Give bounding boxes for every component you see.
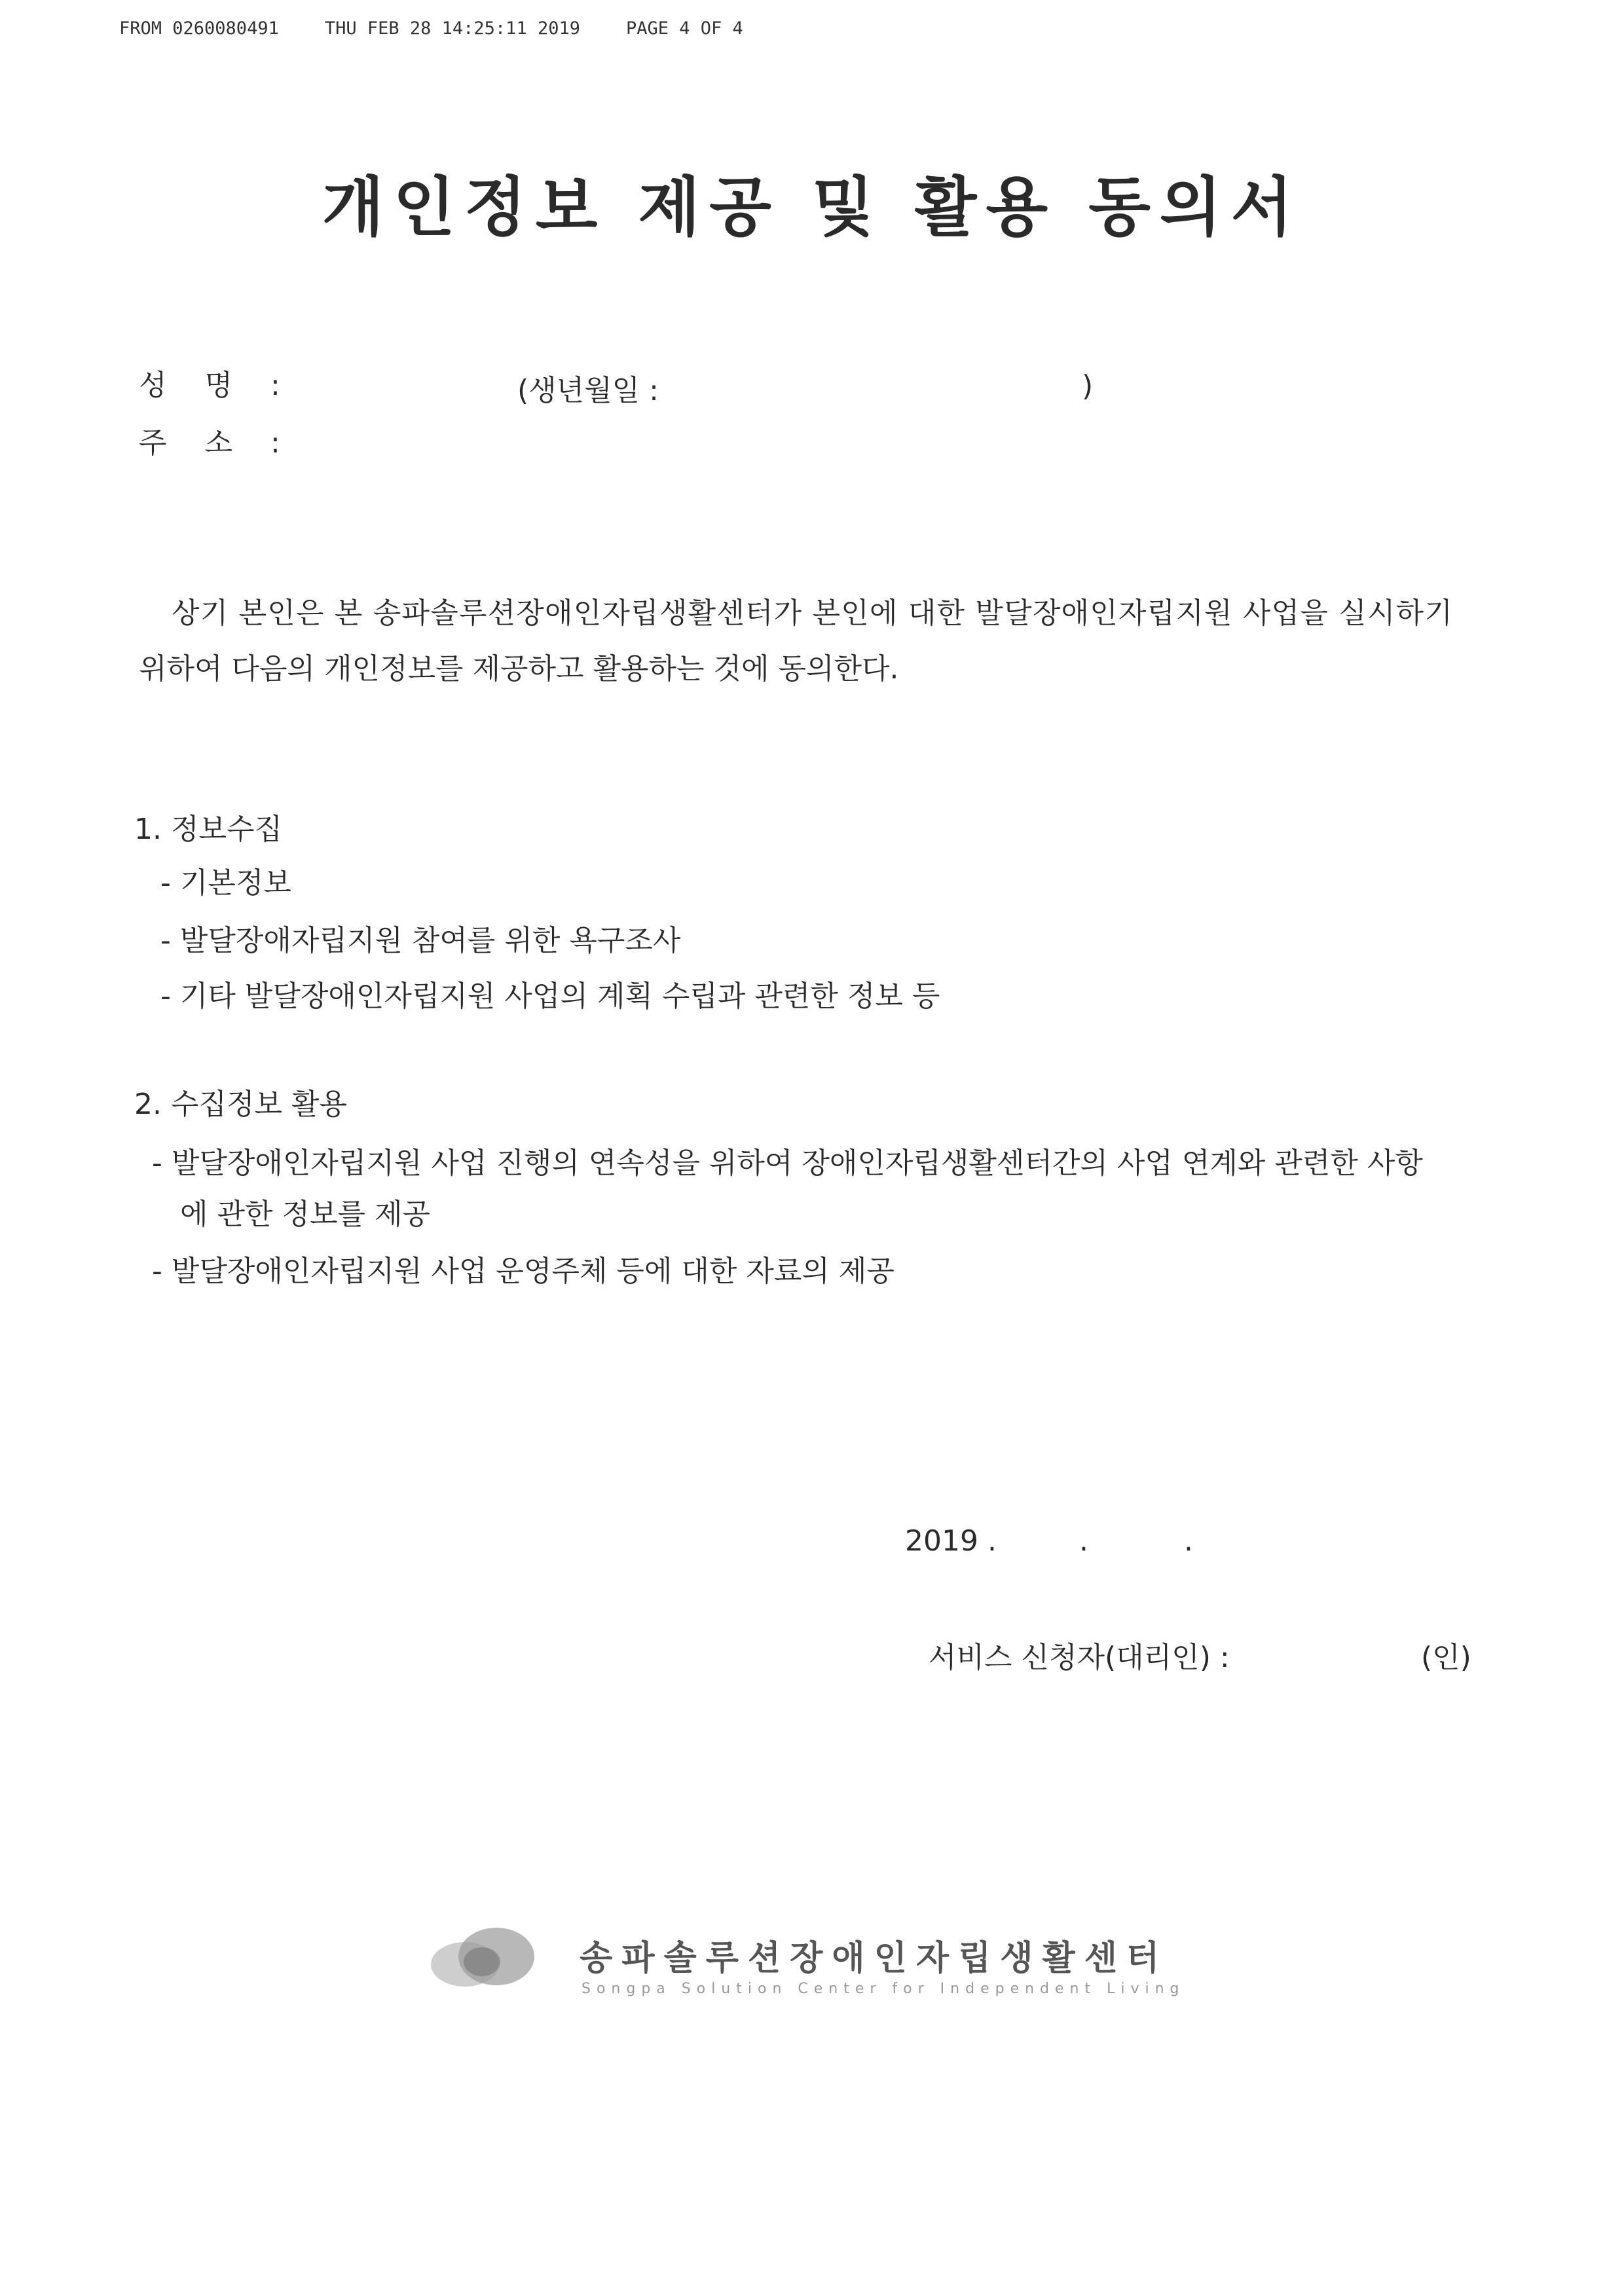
date-day-dot: .	[1184, 1524, 1193, 1558]
section2-item-1: - 발달장애인자립지원 사업 진행의 연속성을 위하여 장애인자립생활센터간의 사업 연계와 관련한 사항	[152, 1147, 1423, 1180]
birth-field-open: (생년월일 :	[517, 374, 659, 407]
address-label: 주 소 :	[139, 426, 295, 460]
date-month-dot: .	[1079, 1524, 1088, 1558]
center-logo-icon	[424, 1919, 542, 1997]
birth-field-close: )	[1082, 369, 1094, 403]
name-label: 성 명 :	[139, 369, 295, 402]
section2-item-2: - 발달장애인자립지원 사업 운영주체 등에 대한 자료의 제공	[152, 1255, 895, 1288]
address-field	[139, 419, 295, 461]
intro-line-2: 위하여 다음의 개인정보를 제공하고 활용하는 것에 동의한다.	[139, 652, 899, 686]
section2-item-1-cont: 에 관한 정보를 제공	[180, 1198, 430, 1231]
fax-from: FROM 0260080491	[119, 18, 279, 39]
section1-item: - 기타 발달장애인자립지원 사업의 계획 수립과 관련한 정보 등	[160, 980, 940, 1013]
fax-header	[119, 18, 789, 39]
fax-timestamp: THU FEB 28 14:25:11 2019	[324, 18, 580, 39]
date-year: 2019 .	[905, 1524, 997, 1558]
fax-page: PAGE 4 OF 4	[625, 18, 743, 39]
seal-mark: (인)	[1421, 1641, 1471, 1674]
intro-line-1: 상기 본인은 본 송파솔루션장애인자립생활센터가 본인에 대한 발달장애인자립지원 사업을 실시하기	[172, 597, 1454, 630]
section2-heading: 2. 수집정보 활용	[134, 1088, 347, 1121]
name-field	[139, 361, 295, 403]
document-title: 개인정보 제공 및 활용 동의서	[322, 170, 1302, 245]
section1-item: - 기본정보	[160, 866, 291, 900]
section1-heading: 1. 정보수집	[134, 813, 282, 846]
logo-subtitle: Songpa Solution Center for Independent Living	[581, 1981, 1185, 1997]
logo-name: 송파솔루션장애인자립생활센터	[580, 1939, 1169, 1978]
section1-item: - 발달장애자립지원 참여를 위한 욕구조사	[160, 924, 681, 957]
signature-label: 서비스 신청자(대리인) :	[929, 1641, 1230, 1674]
